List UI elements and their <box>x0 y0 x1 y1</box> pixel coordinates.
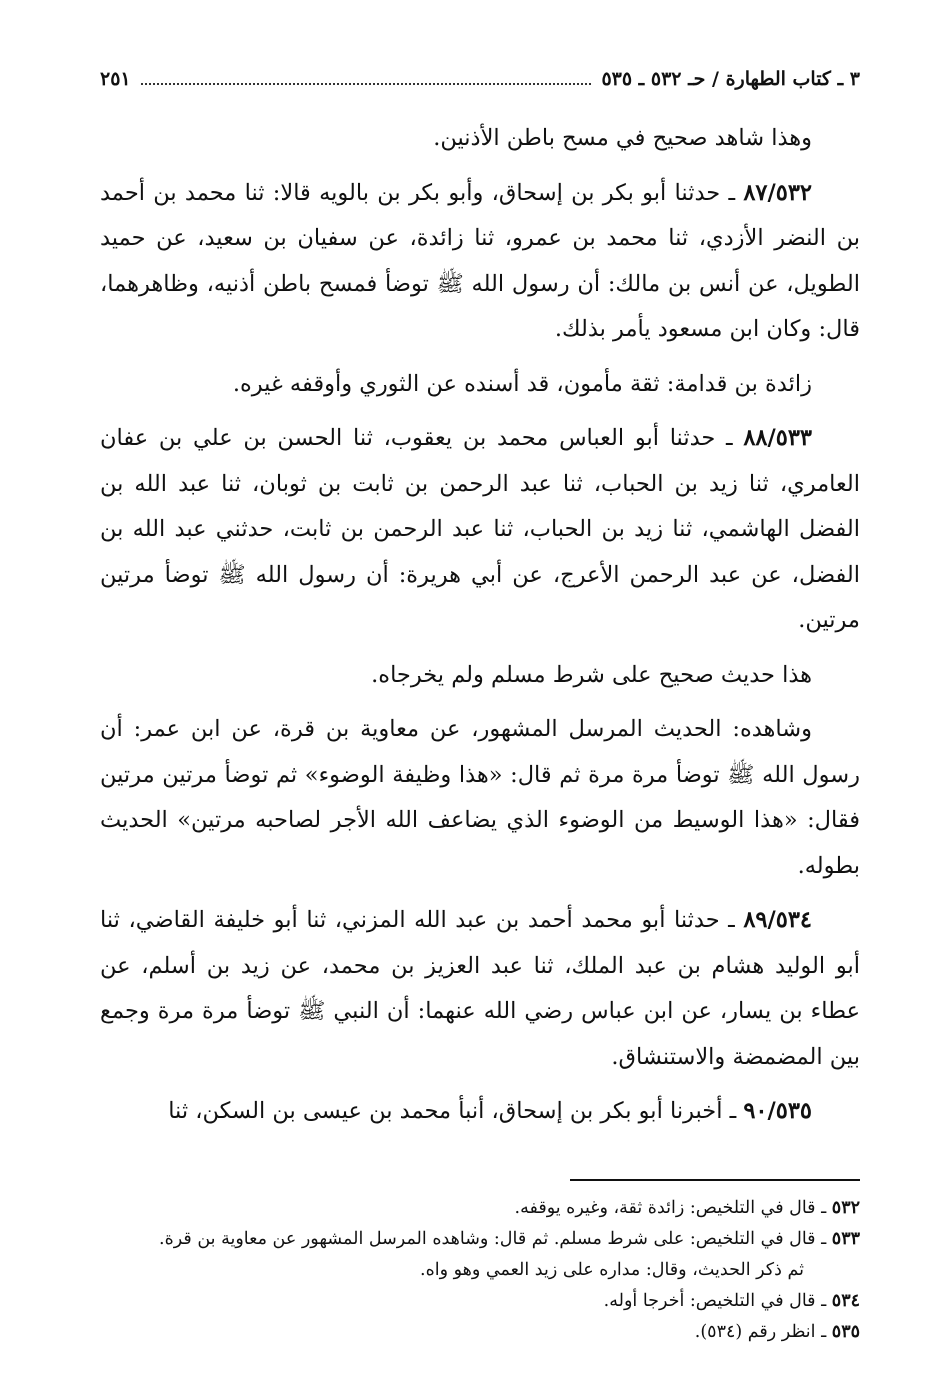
footnote-533-continued <box>100 1255 860 1286</box>
hadith-number: ٨٨/٥٣٣ <box>743 425 812 451</box>
footnote-534 <box>100 1286 860 1317</box>
footnote-535 <box>100 1317 860 1348</box>
paragraph-sahih-note <box>100 653 860 699</box>
footnote-text: ـ قال في التلخيص: على شرط مسلم. ثم قال: وشاهده المرسل المشهور عن معاوية بن قرة. <box>159 1228 832 1249</box>
running-header <box>100 68 860 108</box>
footnote-text: ـ قال في التلخيص: زائدة ثقة، وغيره يوقفه. <box>514 1197 832 1218</box>
hadith-90-535 <box>100 1089 860 1135</box>
hadith-number: ٨٩/٥٣٤ <box>743 907 812 933</box>
hadith-number: ٨٧/٥٣٢ <box>743 179 812 206</box>
footnote-number: ٥٣٤ <box>831 1290 860 1311</box>
hadith-text: ـ حدثنا أبو محمد أحمد بن عبد الله المزني، ثنا أبو خليفة القاضي، ثنا أبو الوليد هشام بن عبد الملك، ثنا عبد العزيز بن محمد، عن زيد بن أسلم، عن عطاء بن يسار، عن ابن عباس رضي الله عنهما: أن النبي ﷺ توضأ مرة مرة وجمع بين المضمضة والاستنشاق. <box>100 907 860 1070</box>
footnote-separator <box>570 1179 860 1181</box>
hadith-87-532 <box>100 171 860 353</box>
header-dot-leader <box>141 82 592 85</box>
footnote-number: ٥٣٣ <box>831 1228 860 1249</box>
hadith-number: ٩٠/٥٣٥ <box>743 1098 812 1124</box>
footnote-532 <box>100 1193 860 1224</box>
footnotes <box>100 1193 860 1348</box>
footnote-533 <box>100 1224 860 1255</box>
hadith-89-534 <box>100 898 860 1080</box>
header-title: ٣ ـ كتاب الطهارة / حـ ٥٣٢ ـ ٥٣٥ <box>601 68 860 90</box>
footnote-text: ثم ذكر الحديث، وقال: مداره على زيد العمي وهو واه. <box>420 1259 804 1280</box>
paragraph-witness-mursal <box>100 707 860 889</box>
page-number: ٢٥١ <box>100 68 131 90</box>
hadith-88-533 <box>100 416 860 644</box>
paragraph-text: هذا حديث صحيح على شرط مسلم ولم يخرجاه. <box>371 661 812 688</box>
paragraph-text: زائدة بن قدامة: ثقة مأمون، قد أسنده عن الثوري وأوقفه غيره. <box>232 370 812 397</box>
paragraph-witness-ears <box>100 116 860 162</box>
paragraph-text: وهذا شاهد صحيح في مسح باطن الأذنين. <box>433 125 812 151</box>
footnote-number: ٥٣٢ <box>831 1197 860 1218</box>
paragraph-zaida-note <box>100 362 860 408</box>
paragraph-text: وشاهده: الحديث المرسل المشهور، عن معاوية بن قرة، عن ابن عمر: أن رسول الله ﷺ توضأ مرة مرة ثم قال: «هذا وظيفة الوضوء» ثم توضأ مرتين مرتين فقال: «هذا الوسيط من الوضوء الذي يضاعف الله الأجر لصاحبه مرتين» الحديث بطوله. <box>100 716 860 879</box>
book-page <box>100 68 860 1368</box>
main-text <box>100 116 860 1135</box>
hadith-text: ـ حدثنا أبو العباس محمد بن يعقوب، ثنا الحسن بن علي بن عفان العامري، ثنا زيد بن الحباب، ثنا عبد الرحمن بن ثابت بن ثوبان، ثنا عبد الله بن الفضل الهاشمي، ثنا زيد بن الحباب، ثنا عبد الرحمن بن ثابت، حدثني عبد الله بن الفضل، عن عبد الرحمن الأعرج، عن أبي هريرة: أن رسول الله ﷺ توضأ مرتين مرتين. <box>100 425 860 633</box>
hadith-text: ـ حدثنا أبو بكر بن إسحاق، وأبو بكر بن بالويه قالا: ثنا محمد بن أحمد بن النضر الأزدي، ثنا محمد بن عمرو، ثنا زائدة، عن سفيان بن سعيد، عن حميد الطويل، عن أنس بن مالك: أن رسول الله ﷺ توضأ فمسح باطن أذنيه، وظاهرهما، قال: وكان ابن مسعود يأمر بذلك. <box>100 179 860 342</box>
footnote-text: ـ قال في التلخيص: أخرجا أوله. <box>603 1290 832 1311</box>
footnote-number: ٥٣٥ <box>831 1321 860 1342</box>
hadith-text: ـ أخبرنا أبو بكر بن إسحاق، أنبأ محمد بن عيسى بن السكن، ثنا <box>168 1098 744 1124</box>
footnote-text: ـ انظر رقم (٥٣٤). <box>694 1321 832 1342</box>
